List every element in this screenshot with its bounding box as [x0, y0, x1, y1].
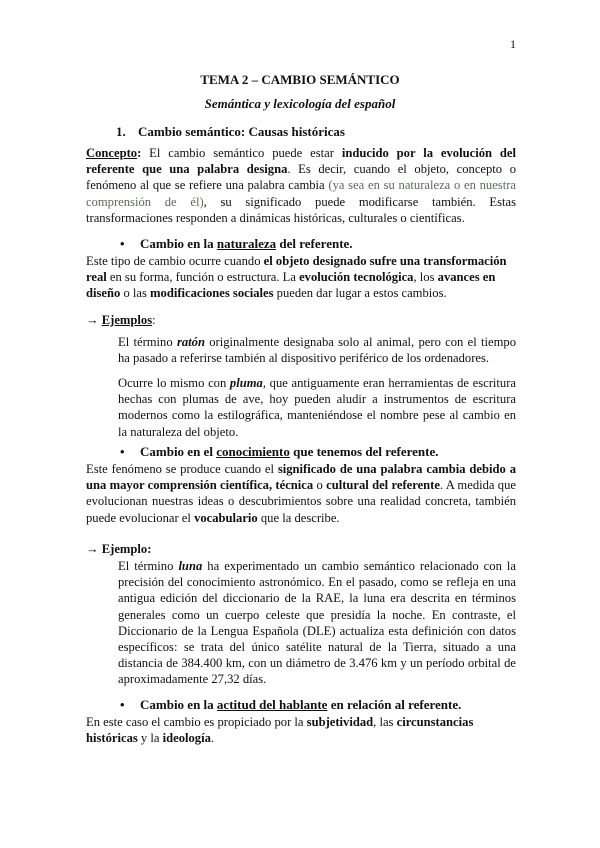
- section-number: 1.: [116, 124, 126, 139]
- bullet-naturaleza: • Cambio en la naturaleza del referente.: [120, 236, 353, 251]
- bullet-conocimiento: • Cambio en el conocimiento que tenemos del referente.: [120, 444, 439, 459]
- ejemplos-heading: → Ejemplos:: [86, 313, 156, 327]
- concepto-label: Concepto: [86, 146, 138, 160]
- bullet-actitud: • Cambio en la actitud del hablante en relación al referente.: [120, 697, 462, 712]
- bullet-dot: •: [120, 444, 125, 459]
- conocimiento-paragraph: Este fenómeno se produce cuando el significado de una palabra cambia debido a una mayor comprensión científica, técnica o cultural del referente. A medida que evolucionan nuestras ideas o descubrimientos sobre una realidad concreta, también puede evolucionar el vocabulario que la describe.: [86, 462, 517, 525]
- concepto-paragraph: Concepto: El cambio semántico puede estar inducido por la evolución del referente que una palabra designa. Es decir, cuando el objeto, concepto o fenómeno al que se refiere una palabra cambia (ya sea en su naturaleza o en nuestra comprensión de él), su significado puede modificarse también. Estas transformaciones responden a dinámicas históricas, culturales o científicas.: [86, 146, 516, 225]
- document-title: TEMA 2 – CAMBIO SEMÁNTICO: [200, 72, 400, 87]
- bullet-dot: •: [120, 236, 125, 251]
- actitud-paragraph: En este caso el cambio es propiciado por la subjetividad, las circunstancias históricas y la ideología.: [86, 715, 474, 746]
- page-number: 1: [510, 37, 516, 51]
- ejemplo-luna: El término luna ha experimentado un cambio semántico relacionado con la precisión del conocimiento astronómico. En el pasado, como se refleja en una antigua edición del diccionario de la RAE, la luna era descrita en términos generales como un cuerpo celeste que presidía la noche. En contraste, el Diccionario de la Lengua Española (DLE) actualiza esta definición con datos específicos: se trata del único satélite natural de la Tierra, situado a una distancia de 384.400 km, con un diámetro de 3.476 km y un período orbital de aproximadamente 27,32 días.: [118, 559, 516, 687]
- ejemplo-heading: → Ejemplo:: [86, 542, 152, 556]
- section-title: Cambio semántico: Causas históricas: [138, 124, 345, 139]
- naturaleza-paragraph: Este tipo de cambio ocurre cuando el objeto designado sufre una transformación real en su forma, función o estructura. La evolución tecnológica, los avances en diseño o las modificaciones sociales pueden dar lugar a estos cambios.: [86, 254, 507, 301]
- ejemplo-pluma: Ocurre lo mismo con pluma, que antiguamente eran herramientas de escritura hechas con plumas de ave, hoy pueden aludir a instrumentos de escritura modernos como la estilográfica, manteniéndose el nombre pese al cambio en la naturaleza del objeto.: [118, 376, 516, 439]
- section-heading: [116, 124, 345, 140]
- bullet-dot: •: [120, 697, 125, 712]
- document-subtitle: Semántica y lexicología del español: [204, 96, 396, 111]
- ejemplo-raton: El término ratón originalmente designaba solo al animal, pero con el tiempo ha pasado a referirse también al dispositivo periférico de los ordenadores.: [118, 335, 516, 366]
- concepto-aside: (ya sea en su naturaleza o en nuestra comprensión de él): [86, 178, 516, 209]
